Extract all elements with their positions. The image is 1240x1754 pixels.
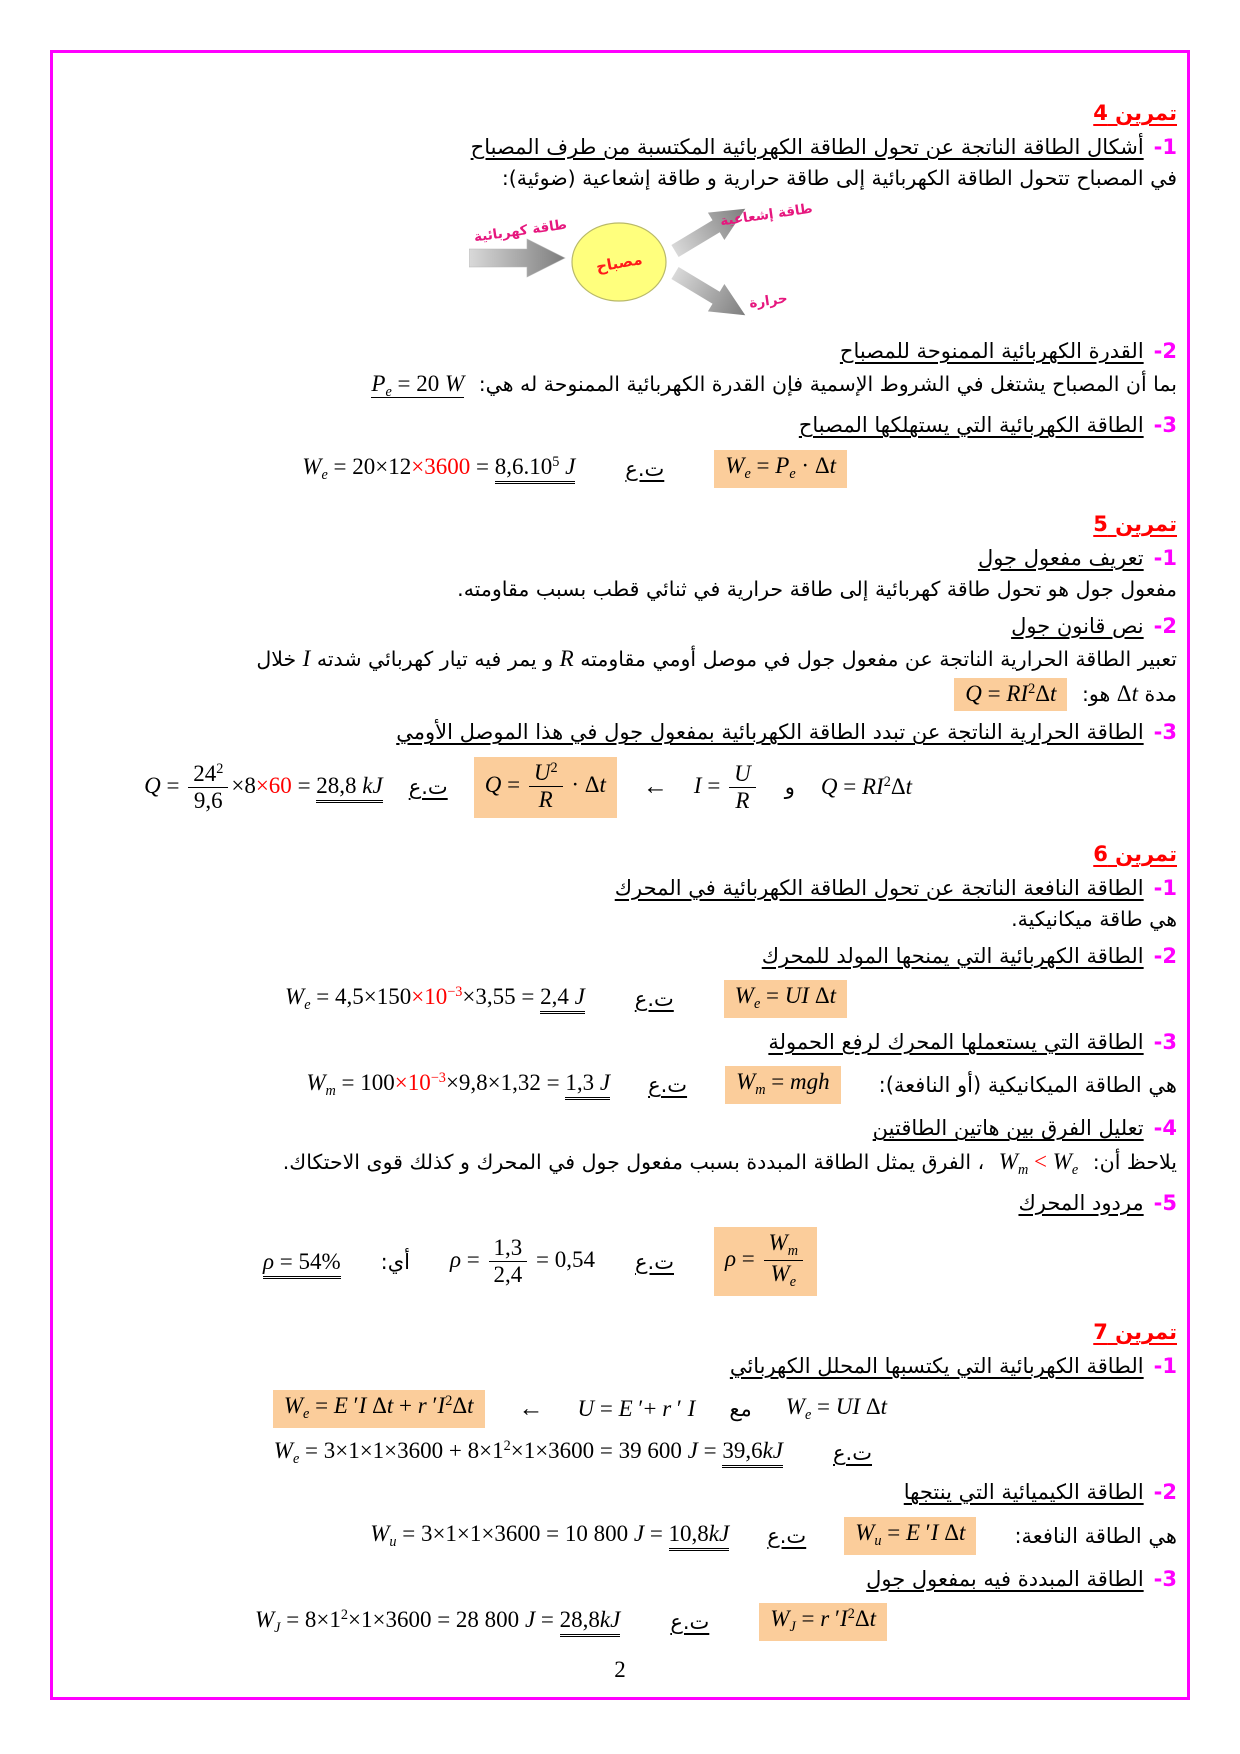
numeric-application-label: ت.ع <box>833 1441 872 1466</box>
exercise-4 <box>89 101 1177 488</box>
electrolyser-energy-calculation: $W_e = 3\times 1\times 1\times 3600 + 8\times 1^2\times 1\times 3600 = 39$ 600 J = 39,6kJ <box>273 1438 784 1468</box>
mechanical-energy-formula-box: $W_m$ = mgh <box>725 1066 841 1104</box>
numeric-application-label: ت.ع <box>767 1523 807 1548</box>
item-number: 2- <box>1153 613 1177 638</box>
ex4-item1-heading <box>89 133 1177 161</box>
joule-dissipated-formula-box: $W_J = r$ $'I^2\Delta t$ <box>759 1603 887 1641</box>
diagram-output-bottom-label: حرارة <box>748 290 789 312</box>
heading-text: الطاقة الكهربائية التي يمنحها المولد للمحرك <box>761 943 1144 968</box>
heading-text: الطاقة النافعة الناتجة عن تحول الطاقة الكهربائية في المحرك <box>614 875 1144 900</box>
ex5-item1-body: مفعول جول هو تحول طاقة كهربائية إلى طاقة حرارية في ثنائي قطب بسبب مقاومته. <box>457 577 1177 601</box>
heading-text: الطاقة الحرارية الناتجة عن تبدد الطاقة الكهربائية بمفعول جول في هذا الموصل الأومي <box>396 720 1144 745</box>
current-symbol: I <box>302 646 311 672</box>
item-number: 2- <box>1153 943 1177 968</box>
joule-dissipated-calculation: $W_J = 8\times 1^2\times 1\times 3600 = 28$ 800 J = 28,8kJ <box>254 1607 621 1637</box>
item-number: 1- <box>1153 545 1177 570</box>
generator-energy-formula-box: $W_e$ = UI Δt <box>724 980 847 1018</box>
ex6-item1-heading <box>89 874 1177 902</box>
ex4-item1-body: في المصباح تتحول الطاقة الكهربائية إلى طاقة حرارية و طاقة إشعاعية (ضوئية): <box>501 166 1177 191</box>
item-number: 5- <box>1153 1190 1177 1215</box>
heading-text: تعريف مفعول جول <box>977 545 1144 570</box>
heading-text: الطاقة الكهربائية التي يكتسبها المحلل الكهربائي <box>729 1354 1144 1379</box>
resistance-symbol: R <box>559 646 574 672</box>
heading-text: تعليل الفرق بين هاتين الطاقتين <box>872 1116 1144 1141</box>
useful-energy-calculation: $W_u = 3\times 1\times 1\times 3600 = 10$ 800 J = 10,8kJ <box>370 1520 730 1550</box>
ex7-item1-heading <box>89 1352 1177 1380</box>
diagram-input-label: طاقة كهربائية <box>472 216 568 246</box>
heat-energy-formula-box: Q = $\frac{U^2}{R}$ · Δt <box>474 757 617 818</box>
mechanical-energy-calculation: $W_m = 100\times 10^{-3}\times 9,8\times 1,32 = 1,3$ J <box>306 1070 611 1100</box>
heat-arrow-icon <box>667 259 754 323</box>
electric-energy-general-formula: $W_e$ = UI Δt <box>785 1394 887 1424</box>
diagram-node-label: مصباح <box>594 250 644 276</box>
ex6-item4-body <box>89 1146 1177 1181</box>
body-text: بما أن المصباح يشتغل في الشروط الإسمية فإن القدرة الكهربائية الممنوحة له هي: <box>478 372 1177 397</box>
electric-energy-arrow-icon <box>469 239 565 277</box>
heading-text: الطاقة الكيميائية التي ينتجها <box>903 1480 1144 1505</box>
ex6-item4-heading <box>89 1114 1177 1142</box>
joule-law-formula-box: $Q = RI^2\Delta t$ <box>954 678 1067 711</box>
ex6-item5-heading <box>89 1189 1177 1217</box>
numeric-application-label: ت.ع <box>408 775 448 800</box>
item-number: 3- <box>1153 1566 1177 1591</box>
joule-law-recall: $Q = RI^2\Delta t$ <box>820 774 912 800</box>
numeric-application-label: ت.ع <box>625 456 665 481</box>
generator-energy-calculation: $W_e = 4,5\times 150\times 10^{-3}\times 3,55 = 2,4$ J <box>285 984 585 1014</box>
delta-t-symbol: Δt <box>1116 681 1138 707</box>
useful-energy-formula-box: $W_u = E$ ′I Δt <box>844 1517 976 1555</box>
with-label: مع <box>729 1397 752 1422</box>
nominal-power-value: $P_e = 20$ W <box>371 371 465 401</box>
numeric-application-label: ت.ع <box>648 1073 688 1098</box>
exercise-7-title: تمرين 7 <box>1093 1320 1177 1345</box>
ex4-item2-body <box>89 368 1177 403</box>
left-arrow-icon: ← <box>518 1395 544 1423</box>
ex6-item2-heading <box>89 942 1177 970</box>
ex7-item1-calculation-row <box>89 1438 1177 1468</box>
heading-text: الطاقة الكهربائية التي يستهلكها المصباح <box>798 413 1144 438</box>
item-number: 3- <box>1153 720 1177 745</box>
body-text: خلال <box>256 647 297 672</box>
body-text: هي الطاقة الميكانيكية (أو النافعة): <box>878 1073 1177 1098</box>
lamp-energy-diagram <box>469 201 821 327</box>
heading-text: القدرة الكهربائية الممنوحة للمصباح <box>839 339 1144 364</box>
body-text: تعبير الطاقة الحرارية الناتجة عن مفعول جول في موصل أومي مقاومته <box>580 647 1177 672</box>
ex6-item1-body: هي طاقة ميكانيكية. <box>1011 907 1177 932</box>
exercise-4-title: تمرين 4 <box>1093 101 1177 125</box>
body-text: ، الفرق يمثل الطاقة المبددة بسبب مفعول جول في المحرك و كذلك قوى الاحتكاك. <box>282 1149 985 1174</box>
lamp-energy-diagram-svg <box>469 201 821 323</box>
electric-energy-calculation: $W_e = 20\times 12\times 3600 = 8,6.10^5$ J <box>302 453 576 483</box>
efficiency-calculation: ρ = $\frac{1,3}{2,4}$ = 0,54 <box>450 1235 596 1288</box>
ex7-item2-heading <box>89 1478 1177 1506</box>
efficiency-formula-box: ρ = $\frac{W_m}{W_e}$ <box>714 1227 817 1296</box>
heading-text: مردود المحرك <box>1018 1190 1144 1215</box>
ex5-item1-heading <box>89 544 1177 572</box>
numeric-application-label: ت.ع <box>635 1249 674 1274</box>
efficiency-result: ρ = 54% <box>263 1249 341 1275</box>
page-number: 2 <box>614 1657 626 1682</box>
body-text: هي الطاقة النافعة: <box>1014 1523 1177 1548</box>
ex5-item2-body-line1 <box>89 643 1177 675</box>
numeric-application-label: ت.ع <box>670 1610 710 1635</box>
body-text: هو: <box>1081 682 1111 707</box>
item-number: 1- <box>1153 1354 1177 1379</box>
body-text: و يمر فيه تيار كهربائي شدته <box>316 647 554 672</box>
electrolyser-energy-formula-box: $W_e = E$ ′I Δt + r $'I^2\Delta t$ <box>273 1390 485 1428</box>
and-label: و <box>784 775 795 800</box>
ex7-item3-heading <box>89 1565 1177 1593</box>
ex5-item3-heading <box>89 718 1177 746</box>
heading-text: الطاقة التي يستعملها المحرك لرفع الحمولة <box>768 1030 1144 1055</box>
ex7-item2-formula-row <box>89 1517 1177 1555</box>
left-arrow-icon: ← <box>642 773 668 801</box>
ex4-item3-formula-row <box>89 450 1177 488</box>
body-text: مدة <box>1144 682 1177 707</box>
energy-comparison: $W_m < W_e$ <box>998 1148 1079 1178</box>
ex6-item3-formula-row <box>89 1066 1177 1104</box>
exercise-6 <box>89 842 1177 1296</box>
item-number: 2- <box>1153 1480 1177 1505</box>
numeric-application-label: ت.ع <box>634 987 674 1012</box>
item-number: 2- <box>1153 339 1177 364</box>
item-number: 1- <box>1153 875 1177 900</box>
heading-text: أشكال الطاقة الناتجة عن تحول الطاقة الكهربائية المكتسبة من طرف المصباح <box>470 135 1144 159</box>
ex6-item5-formula-row <box>89 1227 1177 1296</box>
exercise-7 <box>89 1320 1177 1641</box>
item-number: 4- <box>1153 1116 1177 1141</box>
body-text: يلاحظ أن: <box>1092 1149 1177 1174</box>
ex5-item2-heading <box>89 612 1177 640</box>
exercise-6-title: تمرين 6 <box>1093 841 1177 866</box>
heading-text: نص قانون جول <box>1011 613 1144 638</box>
ex5-item3-formula-row <box>89 757 1177 818</box>
exercise-5 <box>89 512 1177 818</box>
ex6-item3-heading <box>89 1028 1177 1056</box>
ex7-item1-derivation-row <box>89 1390 1177 1428</box>
ex4-item3-heading <box>89 411 1177 439</box>
ex5-item2-body-line2 <box>89 678 1177 710</box>
ohm-law-fraction: I = $\frac{U}{R}$ <box>694 761 759 814</box>
exercise-5-title: تمرين 5 <box>1093 511 1177 536</box>
electric-energy-formula-box: $W_e = P_e \cdot \Delta t$ <box>714 450 847 488</box>
ex4-item2-heading <box>89 337 1177 365</box>
item-number: 3- <box>1153 1030 1177 1055</box>
item-number: 1- <box>1153 135 1177 159</box>
diagram-output-top-label: طاقة إشعاعية <box>719 201 814 230</box>
page-border <box>50 50 1190 1700</box>
that-is-label: أي: <box>380 1249 410 1274</box>
heading-text: الطاقة المبددة فيه بمفعول جول <box>866 1566 1144 1591</box>
item-number: 3- <box>1153 413 1177 438</box>
heat-energy-calculation: Q = $\frac{24^2}{9,6}$ ×8×60 = 28,8 kJ <box>144 760 383 813</box>
ex7-item3-formula-row <box>89 1603 1177 1641</box>
ex6-item2-formula-row <box>89 980 1177 1018</box>
voltage-formula: U = E ′+ r ′ I <box>577 1396 696 1422</box>
page-content <box>53 53 1187 1697</box>
